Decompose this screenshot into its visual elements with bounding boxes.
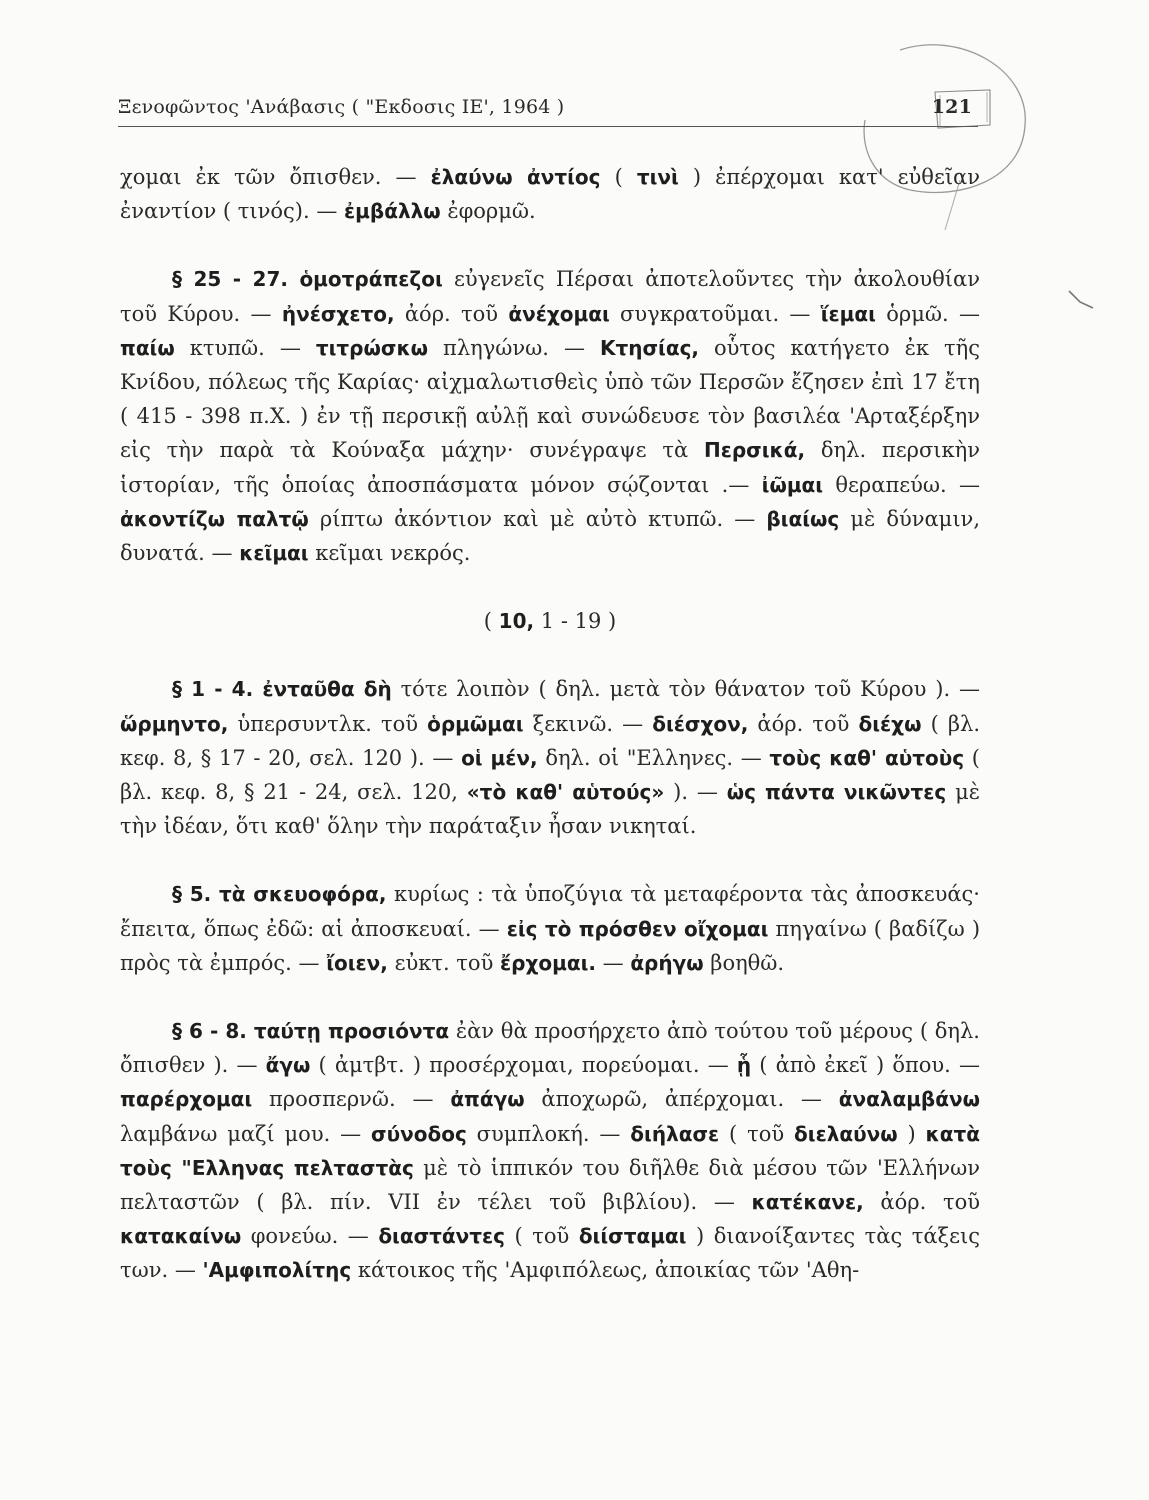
text-run: βοηθῶ. bbox=[703, 950, 785, 975]
text-run: συγκρατοῦμαι. — bbox=[609, 301, 821, 326]
bold-term: διέχω bbox=[858, 711, 922, 736]
bold-term: τινὶ bbox=[636, 165, 679, 189]
bold-term: ἴοιεν, bbox=[326, 950, 388, 975]
paragraph-section-25-27 bbox=[120, 262, 980, 570]
text-run: ( τοῦ bbox=[719, 1121, 795, 1146]
text-run: εὐκτ. τοῦ bbox=[387, 950, 501, 975]
bold-term: ἀναλαμβάνω bbox=[838, 1087, 980, 1112]
bold-term: κατακαίνω bbox=[120, 1224, 242, 1249]
bold-term: ἔρχομαι. bbox=[500, 950, 596, 975]
bold-term: κατὰ τοὺς "Ελληνας πελταστὰς bbox=[120, 1121, 980, 1180]
text-run: ( bbox=[483, 609, 499, 634]
text-run: ( ἀμτβτ. ) προσέρχομαι, πορεύομαι. — bbox=[310, 1053, 737, 1078]
text-run: ὁρμῶ. — bbox=[875, 301, 980, 326]
text-run: ) διανοίξαντες τὰς τάξεις των. — bbox=[120, 1224, 980, 1283]
bold-term: ἰῶμαι bbox=[761, 472, 824, 497]
text-run: μὲ δύναμιν, δυνατά. — bbox=[120, 506, 980, 566]
text-run: δηλ. οἱ "Ελληνες. — bbox=[537, 745, 770, 770]
text-run: ρίπτω ἀκόντιον καὶ μὲ αὐτὸ κτυπῶ. — bbox=[308, 506, 767, 531]
text-run: ὑπερσυντλκ. τοῦ bbox=[228, 711, 428, 736]
text-run: ( βλ. κεφ. 8, § 21 - 24, σελ. 120, bbox=[120, 745, 980, 805]
text-run: ἀόρ. τοῦ bbox=[863, 1190, 980, 1215]
text-run: οὗτος κατήγετο ἐκ τῆς Κνίδου, πόλεως τῆς Καρίας· αἰχμαλωτισθεὶς ὑπὸ τῶν Περσῶν ἔζησεν ἐπὶ 17 ἔτη ( 415 - 398 π.Χ. ) ἐν τῇ περσικῇ αὐλῇ καὶ συνώδευσε τὸν βασιλέα 'Αρταξέρξην εἰς τὴν παρὰ τὰ Κούναξα μάχην· συνέγραψε τὰ bbox=[120, 335, 980, 463]
bold-term: ὁμοτράπεζοι bbox=[299, 267, 443, 292]
text-run: μὲ τὴν ἰδέαν, ὅτι καθ' ὅλην τὴν παράταξιν ἦσαν νικηταί. bbox=[120, 780, 981, 839]
text-run: κεῖμαι νεκρός. bbox=[308, 541, 471, 566]
text-run: πληγώνω. — bbox=[428, 335, 600, 360]
text-run: πηγαίνω ( βαδίζω ) πρὸς τὰ ἐμπρός. — bbox=[120, 916, 981, 975]
bold-term: διέσχον, bbox=[652, 711, 749, 736]
bold-term: βιαίως bbox=[766, 506, 840, 531]
bold-term: ἐνταῦθα δὴ bbox=[262, 677, 392, 702]
bold-term: σύνοδος bbox=[371, 1121, 467, 1146]
bold-term: ἐμβάλλω bbox=[344, 199, 441, 224]
bold-term: εἰς τὸ πρόσθεν οἴχομαι bbox=[506, 916, 769, 941]
text-run: κάτοικος τῆς 'Αμφιπόλεως, ἀποικίας τῶν 'Αθη- bbox=[351, 1258, 860, 1283]
text-run: ) ἐπέρχομαι κατ' εὐθεῖαν ἐναντίον ( τινός). — bbox=[120, 165, 981, 224]
bold-term: ἀπάγω bbox=[450, 1087, 525, 1112]
bold-term: οἱ μέν, bbox=[461, 745, 538, 770]
text-run: θεραπεύω. — bbox=[823, 472, 980, 497]
bold-term: διελαύνω bbox=[794, 1121, 898, 1146]
commentary-body bbox=[120, 160, 980, 1288]
bold-term: ὡς πάντα νικῶντες bbox=[726, 780, 947, 805]
bold-term: «τὸ καθ' αὑτούς» bbox=[466, 780, 665, 805]
paragraph bbox=[120, 160, 980, 228]
text-run: εὐγενεῖς Πέρσαι ἀποτελοῦντες τὴν ἀκολουθίαν τοῦ Κύρου. — bbox=[120, 267, 980, 326]
bold-term: ὥρμηντο, bbox=[120, 711, 229, 736]
page-number: 121 bbox=[931, 96, 972, 118]
text-run: ( βλ. κεφ. 8, § 17 - 20, σελ. 120 ). — bbox=[120, 711, 980, 770]
stray-pencil-mark bbox=[1066, 288, 1096, 318]
bold-term: ταύτῃ προσιόντα bbox=[253, 1019, 450, 1044]
bold-term: τιτρώσκω bbox=[315, 335, 429, 360]
bold-term: Περσικά, bbox=[703, 438, 806, 463]
bold-term: ἄγω bbox=[265, 1053, 311, 1078]
text-run: ἀποχωρῶ, ἀπέρχομαι. — bbox=[524, 1087, 839, 1112]
text-run: φονεύω. — bbox=[241, 1224, 379, 1249]
text-run: ). — bbox=[664, 780, 727, 805]
bold-term: κεῖμαι bbox=[239, 541, 309, 566]
bold-term: ἀκοντίζω παλτῷ bbox=[120, 506, 309, 531]
bold-term: ἐλαύνω ἀντίος bbox=[430, 165, 601, 189]
text-run: μὲ τὸ ἱππικόν του διῆλθε διὰ μέσου τῶν 'Ελλήνων πελταστῶν ( βλ. πίν. VII ἐν τέλει τοῦ βιβλίου). — bbox=[120, 1155, 980, 1215]
bold-term: διήλασε bbox=[630, 1121, 720, 1146]
paragraph-section-1-4 bbox=[120, 672, 980, 843]
text-run: ἀόρ. τοῦ bbox=[394, 301, 509, 326]
text-run: ξεκινῶ. — bbox=[523, 711, 653, 736]
text-run: τότε λοιπὸν ( δηλ. μετὰ τὸν θάνατον τοῦ Κύρου ). — bbox=[391, 677, 980, 702]
text-run: 1 - 19 ) bbox=[534, 609, 617, 634]
bold-term: ὁρμῶμαι bbox=[427, 711, 524, 736]
text-run: — bbox=[595, 950, 631, 975]
text-run: προσπερνῶ. — bbox=[252, 1087, 451, 1112]
bold-term: § 6 - 8. bbox=[172, 1019, 254, 1044]
bold-term: τοὺς καθ' αὑτοὺς bbox=[769, 745, 965, 770]
text-run: ( bbox=[600, 165, 637, 189]
bold-term: διίσταμαι bbox=[578, 1224, 687, 1249]
bold-term: 10, bbox=[498, 609, 535, 634]
text-run: ἐφορμῶ. bbox=[440, 199, 536, 224]
bold-term: Κτησίας, bbox=[599, 335, 700, 360]
text-run: συμπλοκή. — bbox=[466, 1121, 631, 1146]
chapter-heading bbox=[120, 604, 980, 638]
paragraph-section-6-8 bbox=[120, 1014, 980, 1288]
text-run: λαμβάνω μαζί μου. — bbox=[120, 1121, 372, 1146]
text-run: δηλ. περσικὴν ἱστορίαν, τῆς ὁποίας ἀποσπάσματα μόνον σῴζονται .— bbox=[120, 438, 980, 497]
text-run: ( τοῦ bbox=[505, 1224, 579, 1249]
bold-term: παίω bbox=[120, 335, 175, 360]
bold-term: ἠνέσχετο, bbox=[281, 301, 395, 326]
bold-term: ἀνέχομαι bbox=[508, 301, 610, 326]
bold-term: § 1 - 4. bbox=[172, 677, 263, 702]
running-header bbox=[118, 92, 978, 127]
bold-term: § 25 - 27. bbox=[172, 267, 300, 292]
bold-term: § 5. bbox=[172, 882, 220, 907]
text-run: κτυπῶ. — bbox=[174, 335, 316, 360]
text-run: ( ἀπὸ ἐκεῖ ) ὅπου. — bbox=[751, 1053, 980, 1078]
text-run: ἀόρ. τοῦ bbox=[748, 711, 859, 736]
bold-term: 'Αμφιπολίτης bbox=[202, 1258, 352, 1283]
bold-term: διαστάντες bbox=[378, 1224, 506, 1249]
bold-term: κατέκανε, bbox=[751, 1190, 864, 1215]
text-run: ἐὰν θὰ προσήρχετο ἀπὸ τούτου τοῦ μέρους ( δηλ. ὄπισθεν ). — bbox=[120, 1019, 980, 1078]
bold-term: ἀρήγω bbox=[630, 950, 704, 975]
bold-term: ἵεμαι bbox=[820, 301, 876, 326]
paragraph-section-5 bbox=[120, 877, 980, 980]
text-run: κυρίως : τὰ ὑποζύγια τὰ μεταφέροντα τὰς ἀποσκευάς· ἔπειτα, ὅπως ἐδῶ: αἱ ἀποσκευαί. — bbox=[120, 882, 980, 941]
text-run: ) bbox=[897, 1121, 926, 1146]
header-title: Ξενοφῶντος 'Ανάβασις ( "Εκδοσις ΙΕ', 1964 ) bbox=[118, 96, 565, 118]
bold-term: τὰ σκευοφόρα, bbox=[219, 882, 387, 907]
text-run: χομαι ἐκ τῶν ὄπισθεν. — bbox=[120, 165, 431, 189]
bold-term: παρέρχομαι bbox=[120, 1087, 253, 1112]
bold-term: ᾗ bbox=[736, 1053, 752, 1078]
